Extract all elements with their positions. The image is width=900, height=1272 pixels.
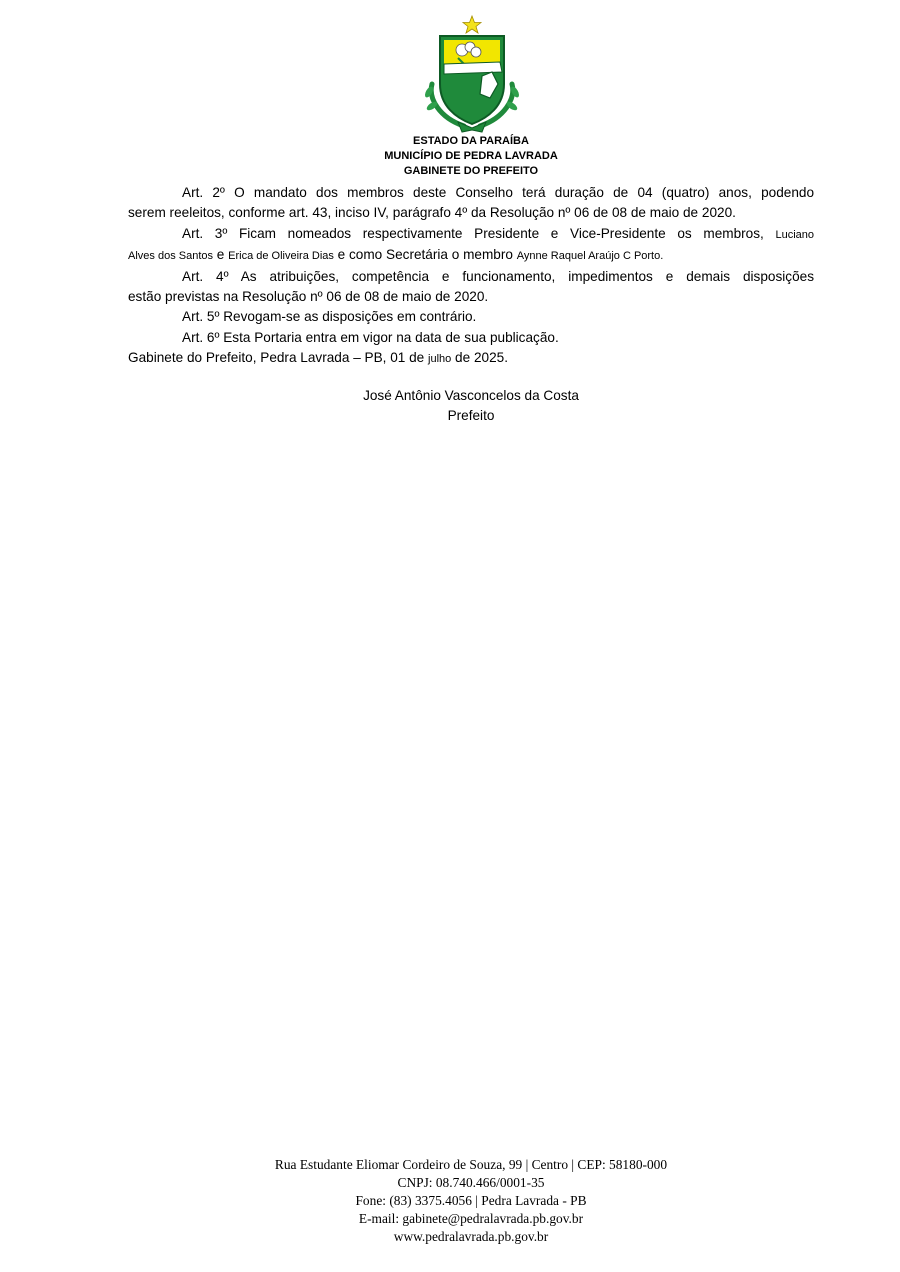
- letterhead: [0, 134, 900, 179]
- closing-text: Gabinete do Prefeito, Pedra Lavrada – PB, 01 de: [128, 350, 429, 366]
- article-5: Art. 5º Revogam-se as disposições em contrário.: [182, 309, 477, 325]
- signature-block: [0, 386, 900, 427]
- member-name-1b: Alves dos Santos: [128, 250, 213, 263]
- star-icon: [463, 16, 481, 33]
- article-3-text: Art. 3º Ficam nomeados respectivamente Presidente e Vice-Presidente os membros,: [182, 225, 764, 241]
- footer-phone: Fone: (83) 3375.4056 | Pedra Lavrada - PB: [355, 1193, 587, 1208]
- member-name-1a: Luciano: [775, 228, 814, 241]
- footer-cnpj: CNPJ: 08.740.466/0001-35: [397, 1175, 545, 1190]
- closing-year: de 2025.: [451, 350, 508, 366]
- article-6: Art. 6º Esta Portaria entra em vigor na data de sua publicação.: [182, 329, 559, 345]
- signatory-name: José Antônio Vasconcelos da Costa: [363, 388, 579, 403]
- state-name: ESTADO DA PARAÍBA: [413, 135, 529, 147]
- office-name: GABINETE DO PREFEITO: [403, 165, 539, 177]
- municipal-crest-logo: [418, 14, 526, 134]
- article-3-secretary-text: e como Secretária o membro: [333, 247, 517, 263]
- article-3-line-2: [128, 245, 814, 266]
- footer: [0, 1156, 900, 1246]
- footer-address: Rua Estudante Eliomar Cordeiro de Souza, 99 | Centro | CEP: 58180-000: [274, 1157, 668, 1172]
- article-4-line-2: estão previstas na Resolução nº 06 de 08 de maio de 2020.: [128, 289, 489, 305]
- document-body: [128, 183, 814, 370]
- footer-email: E-mail: gabinete@pedralavrada.pb.gov.br: [358, 1211, 584, 1226]
- article-2-line-2: serem reeleitos, conforme art. 43, inciso IV, parágrafo 4º da Resolução nº 06 de 08 de maio de 2020.: [128, 205, 736, 221]
- article-2-line-1: Art. 2º O mandato dos membros deste Conselho terá duração de 04 (quatro) anos, podendo: [182, 185, 814, 200]
- member-name-3: Aynne Raquel Araújo C Porto.: [516, 250, 664, 263]
- signatory-title: Prefeito: [447, 408, 495, 424]
- closing-month: julho: [428, 353, 452, 366]
- article-3-line-1: [128, 224, 814, 245]
- municipality-name: MUNICÍPIO DE PEDRA LAVRADA: [384, 150, 558, 162]
- member-name-2: Erica de Oliveira Dias: [228, 250, 334, 263]
- article-4-line-1: Art. 4º As atribuições, competência e funcionamento, impedimentos e demais disposições: [182, 268, 814, 284]
- conjunction: e: [213, 247, 229, 263]
- closing-line: [128, 348, 814, 369]
- footer-website: www.pedralavrada.pb.gov.br: [393, 1229, 549, 1244]
